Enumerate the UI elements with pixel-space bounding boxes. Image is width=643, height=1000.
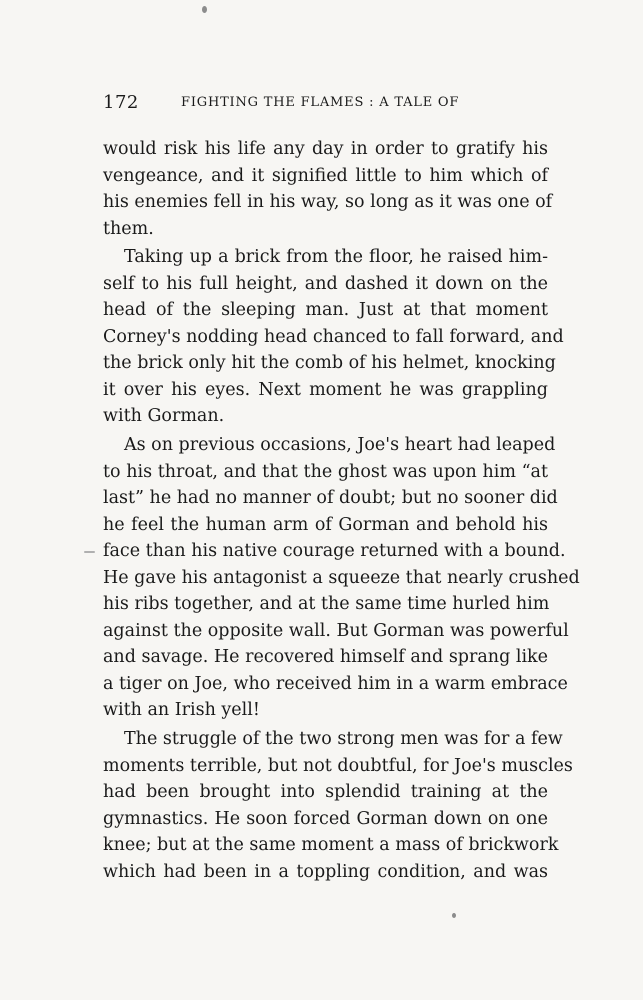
running-head: FIGHTING THE FLAMES : A TALE OF: [181, 95, 460, 110]
paragraph: [103, 244, 564, 430]
text-line: his enemies fell in his way, so long as it was one of: [103, 192, 553, 213]
text-line: with Gorman.: [103, 406, 225, 427]
paper-speck: [202, 6, 207, 13]
paragraph: [103, 726, 573, 885]
body-text: [103, 136, 580, 885]
text-line: He gave his antagonist a squeeze that nearly crushed: [103, 567, 580, 588]
text-line: he feel the human arm of Gorman and behold his: [103, 514, 548, 535]
text-line: the brick only hit the comb of his helmet, knocking: [103, 353, 556, 374]
paper-speck: [84, 551, 95, 553]
text-line: gymnastics. He soon forced Gorman down on one: [103, 808, 548, 829]
paper-speck: [452, 913, 456, 918]
text-line: vengeance, and it signified little to him which of: [103, 165, 548, 186]
page-number: 172: [103, 92, 139, 113]
text-line: to his throat, and that the ghost was upon him “at: [103, 461, 548, 482]
text-line: would risk his life any day in order to gratify his: [103, 139, 548, 159]
text-line: them.: [103, 218, 154, 239]
text-line: it over his eyes. Next moment he was grappling: [103, 379, 548, 400]
text-line: knee; but at the same moment a mass of brickwork: [103, 835, 559, 856]
text-line: face than his native courage returned with a bound.: [103, 541, 566, 562]
page-header: [103, 92, 548, 114]
text-line: head of the sleeping man. Just at that moment: [103, 300, 548, 321]
text-line: had been brought into splendid training at the: [103, 782, 548, 803]
text-line: self to his full height, and dashed it down on the: [103, 273, 548, 294]
text-line: against the opposite wall. But Gorman was powerful: [103, 620, 569, 641]
text-line: Taking up a brick from the floor, he raised him-: [124, 247, 548, 268]
paragraph: [103, 136, 553, 242]
text-line: and savage. He recovered himself and sprang like: [103, 647, 548, 668]
text-line: his ribs together, and at the same time hurled him: [103, 594, 550, 615]
text-line: moments terrible, but not doubtful, for Joe's muscles: [103, 755, 573, 776]
text-line: with an Irish yell!: [103, 700, 260, 721]
text-line: which had been in a toppling condition, and was: [103, 861, 548, 882]
text-line: As on previous occasions, Joe's heart had leaped: [124, 435, 556, 456]
text-line: last” he had no manner of doubt; but no sooner did: [103, 488, 558, 509]
paragraph: [103, 432, 580, 724]
text-line: The struggle of the two strong men was for a few: [124, 729, 563, 750]
text-line: Corney's nodding head chanced to fall forward, and: [103, 326, 564, 347]
text-line: a tiger on Joe, who received him in a warm embrace: [103, 673, 568, 694]
